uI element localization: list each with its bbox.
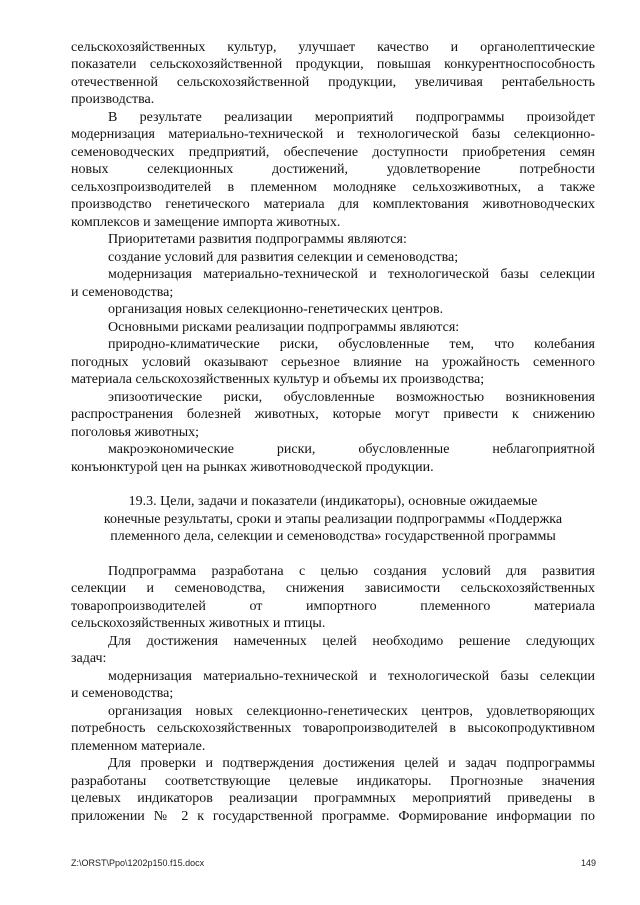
list-item: модернизация материально-технической и технологической базы селекции	[108, 669, 595, 684]
body-line: товаропроизводителей от импортного племенного материала	[71, 599, 595, 614]
body-line: разработаны соответствующие целевые индикаторы. Прогнозные значения	[71, 774, 595, 789]
list-item: природно-климатические риски, обусловленные тем, что колебания	[108, 337, 595, 352]
page-number: 149	[580, 858, 596, 868]
list-item: организация новых селекционно-генетических центров, удовлетворяющих	[108, 704, 595, 719]
body-line: погодных условий оказывают серьезное влияние на урожайность семенного	[71, 355, 595, 370]
body-line: семеноводческих предприятий, обеспечение доступности приобретения семян	[71, 145, 595, 160]
body-line: целевых индикаторов реализации программных мероприятий приведены в	[71, 791, 595, 806]
body-line: и семеноводства;	[71, 686, 174, 701]
body-line: задач:	[71, 651, 107, 666]
body-line: селекции и семеноводства, снижения зависимости сельскохозяйственных	[71, 581, 595, 596]
body-line: материала сельскохозяйственных культур и объемы их производства;	[71, 372, 485, 387]
body-line: модернизация материально-технической и технологической базы селекционно-	[71, 127, 595, 142]
body-line: сельхозпроизводителей в племенном молодняке сельхозживотных, а также	[71, 180, 595, 195]
body-line: сельскохозяйственных культур, улучшает качество и органолептические	[71, 40, 595, 55]
body-line: сельскохозяйственных животных и птицы.	[71, 616, 326, 631]
paragraph-start: Для проверки и подтверждения достижения целей и задач подпрограммы	[108, 756, 595, 771]
footer-file-path: Z:\ORST\Ppo\1202p150.f15.docx	[71, 858, 205, 868]
list-item: макроэкономические риски, обусловленные неблагоприятной	[108, 442, 595, 457]
body-line: производство генетического материала для комплектования животноводческих	[71, 197, 595, 212]
body-line: конъюнктурой цен на рынках животноводческой продукции.	[71, 460, 434, 475]
section-heading-line: племенного дела, селекции и семеноводства» государственной программы	[110, 529, 556, 544]
paragraph-start: Для достижения намеченных целей необходимо решение следующих	[108, 634, 595, 649]
paragraph-start: Приоритетами развития подпрограммы являются:	[108, 232, 407, 247]
body-line: отечественной сельскохозяйственной продукции, увеличивая рентабельность	[71, 75, 595, 90]
list-item: модернизация материально-технической и технологической базы селекции	[108, 267, 595, 282]
list-item: эпизоотические риски, обусловленные возможностью возникновения	[108, 390, 595, 405]
body-line: приложении № 2 к государственной программе. Формирование информации по	[71, 809, 595, 824]
paragraph-start: Подпрограмма разработана с целью создания условий для развития	[108, 564, 595, 579]
body-line: племенном материале.	[71, 739, 206, 754]
body-line: новых селекционных достижений, удовлетворение потребности	[71, 162, 595, 177]
body-line: комплексов и замещение импорта животных.	[71, 215, 341, 230]
body-line: производства.	[71, 92, 155, 107]
body-line: показатели сельскохозяйственной продукции, повышая конкурентноспособность	[71, 57, 595, 72]
section-heading-line: конечные результаты, сроки и этапы реализации подпрограммы «Поддержка	[103, 512, 563, 527]
list-item: организация новых селекционно-генетических центров.	[108, 302, 444, 317]
body-line: поголовья животных;	[71, 425, 200, 440]
section-heading-line: 19.3. Цели, задачи и показатели (индикаторы), основные ожидаемые	[128, 494, 538, 509]
paragraph-start: Основными рисками реализации подпрограммы являются:	[108, 320, 460, 335]
body-line: потребность сельскохозяйственных товаропроизводителей в высокопродуктивном	[71, 721, 595, 736]
paragraph-start: В результате реализации мероприятий подпрограммы произойдет	[108, 110, 595, 125]
body-line: и семеноводства;	[71, 285, 174, 300]
body-line: распространения болезней животных, которые могут привести к снижению	[71, 407, 595, 422]
list-item: создание условий для развития селекции и семеноводства;	[108, 250, 459, 265]
